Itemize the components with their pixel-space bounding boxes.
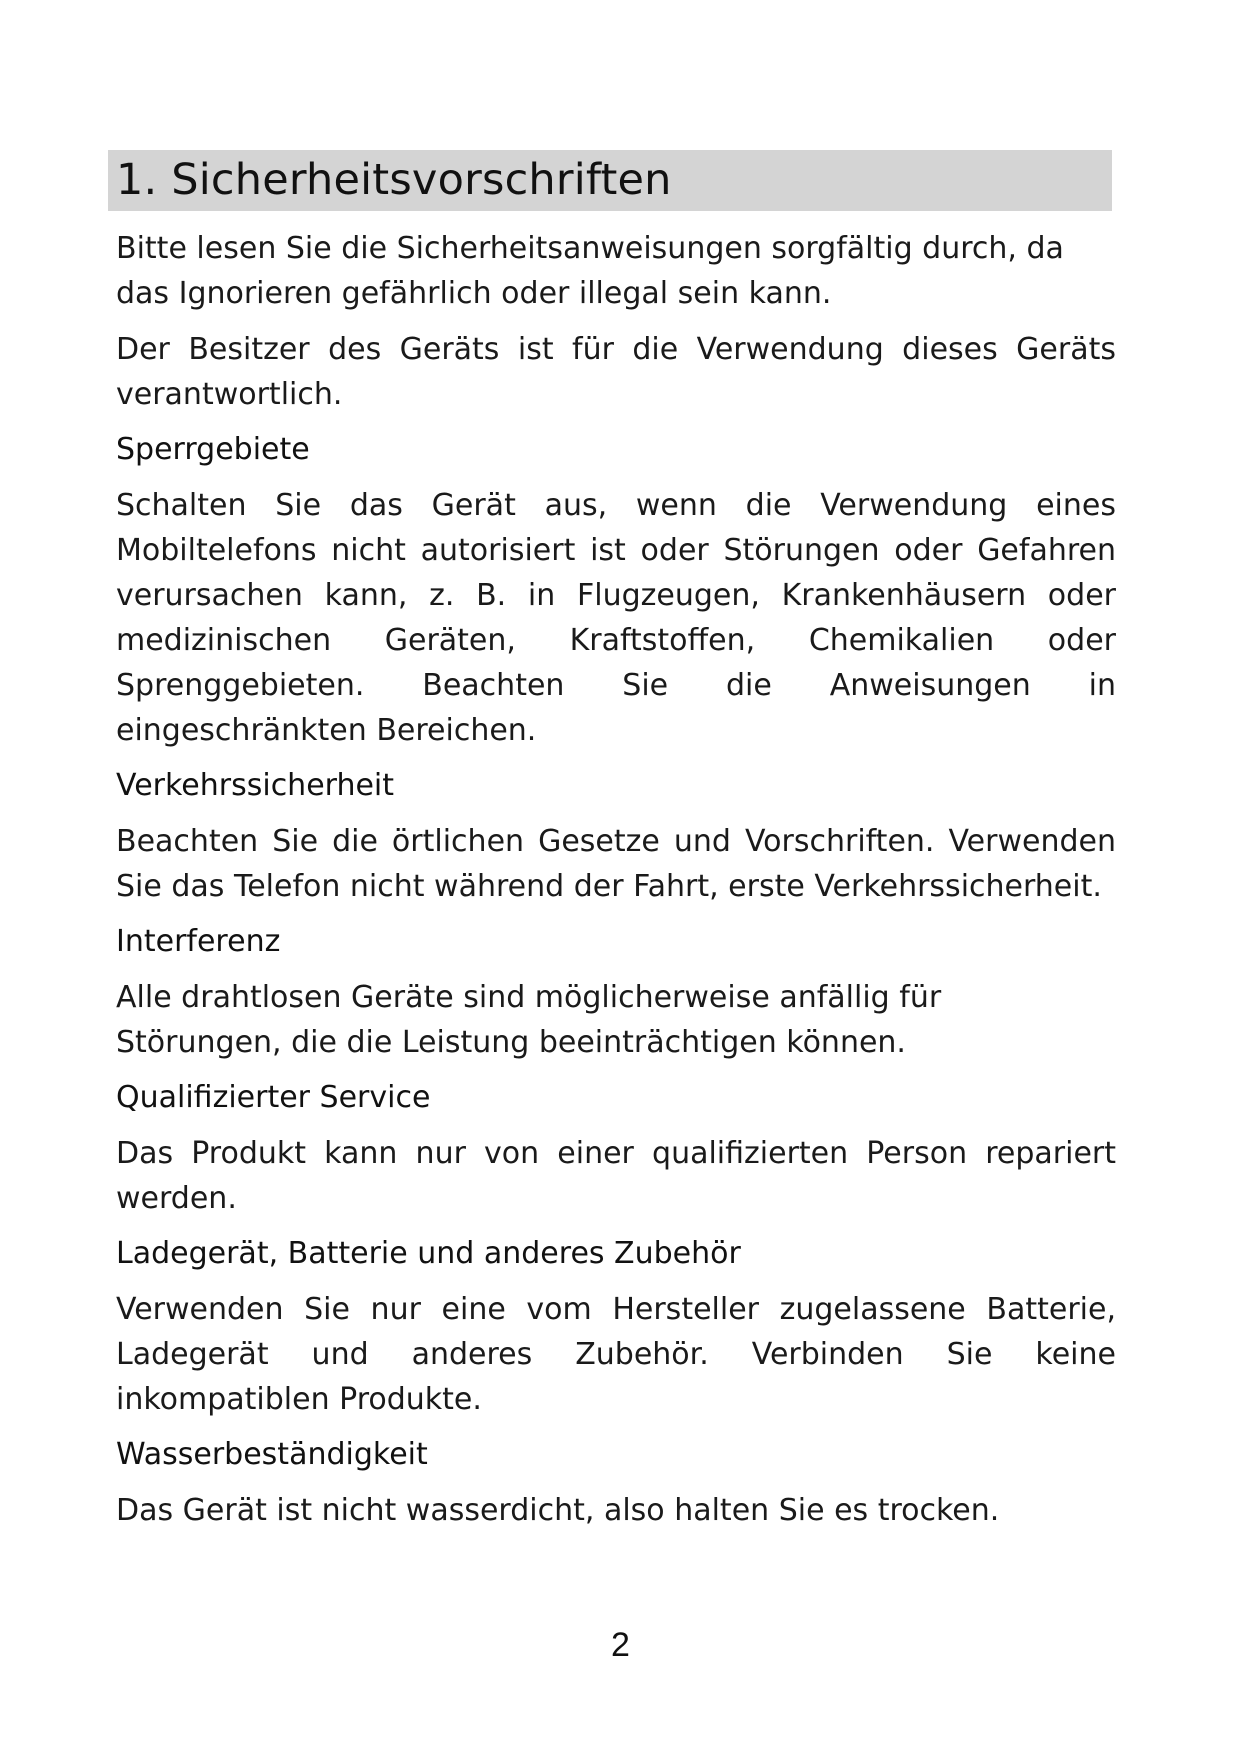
- paragraph-verkehrssicherheit: Beachten Sie die örtlichen Gesetze und Vorschriften. Verwenden Sie das Telefon nicht während der Fahrt, erste Verkehrssicherheit.: [116, 824, 1116, 904]
- paragraph-wasserbestaendigkeit: Das Gerät ist nicht wasserdicht, also halten Sie es trocken.: [116, 1493, 1000, 1528]
- subheading-zubehoer: Ladegerät, Batterie und anderes Zubehör: [116, 1236, 741, 1271]
- intro-paragraph-1: Bitte lesen Sie die Sicherheitsanweisungen sorgfältig durch, da das Ignorieren gefährlich oder illegal sein kann.: [116, 231, 1064, 311]
- subheading-wasserbestaendigkeit: Wasserbeständigkeit: [116, 1437, 428, 1472]
- intro-paragraph-2: Der Besitzer des Geräts ist für die Verwendung dieses Geräts verantwortlich.: [116, 332, 1116, 412]
- subheading-verkehrssicherheit: Verkehrssicherheit: [116, 768, 395, 803]
- paragraph-sperrgebiete: Schalten Sie das Gerät aus, wenn die Verwendung eines Mobiltelefons nicht autorisiert ist oder Störungen oder Gefahren verursachen kann, z. B. in Flugzeugen, Krankenhäusern oder medizinischen Geräten, Kraftstoffen, Chemikalien oder Sprenggebieten. Beachten Sie die Anweisungen in eingeschränkten Bereichen.: [116, 488, 1116, 748]
- paragraph-qualifizierter-service: Das Produkt kann nur von einer qualifizierten Person repariert werden.: [116, 1136, 1116, 1216]
- page-content: [116, 226, 1116, 1533]
- section-title-bar: [108, 150, 1112, 211]
- section-title: 1. Sicherheitsvorschriften: [116, 155, 672, 205]
- subheading-sperrgebiete: Sperrgebiete: [116, 432, 310, 467]
- paragraph-interferenz: Alle drahtlosen Geräte sind möglicherweise anfällig für Störungen, die die Leistung beeinträchtigen können.: [116, 980, 942, 1060]
- subheading-qualifizierter-service: Qualifizierter Service: [116, 1080, 431, 1115]
- subheading-interferenz: Interferenz: [116, 924, 281, 959]
- paragraph-zubehoer: Verwenden Sie nur eine vom Hersteller zugelassene Batterie, Ladegerät und anderes Zubehör. Verbinden Sie keine inkompatiblen Produkte.: [116, 1292, 1116, 1417]
- page-number: 2: [611, 1626, 630, 1664]
